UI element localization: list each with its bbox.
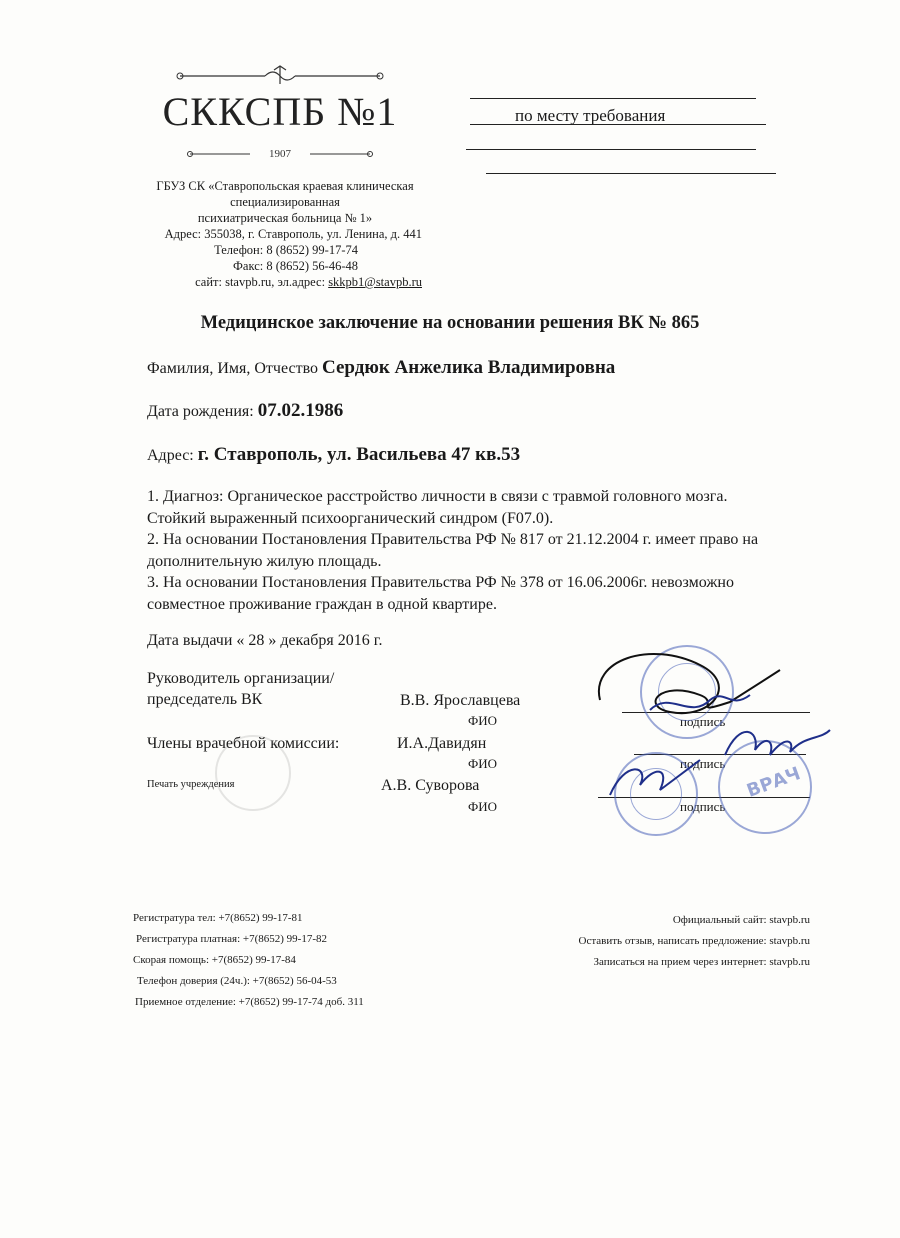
fio-label-1: ФИО — [468, 713, 498, 728]
addressee-underline — [470, 124, 766, 125]
issue-date: Дата выдачи « 28 » декабря 2016 г. — [147, 632, 383, 649]
sign-label-1: подпись — [680, 714, 726, 729]
patient-dob-row — [147, 400, 343, 422]
clause-2-line-2: дополнительную жилую площадь. — [147, 552, 382, 570]
member-2-name: А.В. Суворова — [381, 777, 480, 794]
diagnosis-line-1: 1. Диагноз: Органическое расстройство личности в связи с травмой головного мозга. — [147, 488, 728, 505]
organization-logo — [150, 62, 410, 172]
fio-label-3: ФИО — [468, 799, 498, 814]
patient-name-label: Фамилия, Имя, Отчество — [147, 360, 319, 377]
footer-reception: Приемное отделение: +7(8652) 99-17-74 доб. 311 — [135, 996, 364, 1008]
patient-address: г. Ставрополь, ул. Васильева 47 кв.53 — [197, 444, 521, 465]
org-fax: Факс: 8 (8652) 56-46-48 — [233, 259, 358, 273]
stamp-label: ВРАЧ — [744, 763, 804, 802]
org-address: Адрес: 355038, г. Ставрополь, ул. Ленина, д. 441 — [164, 227, 422, 241]
footer-appointment: Записаться на прием через интернет: stavpb.ru — [593, 956, 810, 968]
logo-year: 1907 — [269, 148, 291, 160]
patient-address-row — [147, 444, 520, 466]
org-name-line-3: психиатрическая больница № 1» — [197, 211, 373, 225]
members-label: Члены врачебной комиссии: — [147, 735, 340, 752]
org-name-line-2: специализированная — [230, 195, 340, 209]
sign-label-3: подпись — [680, 799, 726, 814]
seal-label: Печать учреждения — [147, 779, 235, 790]
head-label-1: Руководитель организации/ — [147, 670, 335, 687]
member-1-name: И.А.Давидян — [397, 735, 487, 752]
addressee-line-4 — [486, 173, 776, 174]
addressee-line-1 — [470, 98, 756, 99]
footer-web — [500, 910, 810, 973]
document-title: Медицинское заключение на основании решения ВК № 865 — [200, 313, 700, 333]
head-label-2: председатель ВК — [147, 691, 263, 708]
patient-name-row — [147, 357, 615, 379]
org-site — [120, 274, 450, 290]
organization-details — [120, 178, 450, 290]
footer-registry: Регистратура тел: +7(8652) 99-17-81 — [133, 912, 303, 924]
patient-dob: 07.02.1986 — [257, 400, 344, 421]
faded-seal — [215, 735, 291, 811]
handwritten-signatures — [590, 640, 840, 820]
org-name-line-1: ГБУЗ СК «Ставропольская краевая клиническая — [156, 179, 414, 193]
footer-paid-registry: Регистратура платная: +7(8652) 99-17-82 — [136, 933, 327, 945]
patient-dob-label: Дата рождения: — [147, 403, 254, 420]
footer-hotline: Телефон доверия (24ч.): +7(8652) 56-04-53 — [137, 975, 337, 987]
footer-contacts — [133, 908, 364, 1013]
footer-ambulance: Скорая помощь: +7(8652) 99-17-84 — [133, 954, 296, 966]
sign-label-2: подпись — [680, 756, 726, 771]
footer-feedback: Оставить отзыв, написать предложение: stavpb.ru — [578, 935, 810, 947]
head-name: В.В. Ярославцева — [400, 692, 521, 709]
org-email-link[interactable]: skkpb1@stavpb.ru — [328, 275, 422, 289]
conclusion-body — [147, 486, 867, 615]
patient-address-label: Адрес: — [147, 447, 194, 464]
footer-site: Официальный сайт: stavpb.ru — [672, 914, 810, 926]
org-site-text: сайт: stavpb.ru, эл.адрес: — [195, 275, 329, 289]
clause-3-line-2: совместное проживание граждан в одной квартире. — [147, 595, 497, 613]
fio-label-2: ФИО — [468, 756, 498, 771]
addressee-line-3 — [466, 149, 756, 150]
patient-name: Сердюк Анжелика Владимировна — [322, 357, 616, 378]
logo-title: СККСПБ №1 — [162, 89, 398, 134]
clause-3-line-1: 3. На основании Постановления Правительства РФ № 378 от 16.06.2006г. невозможно — [147, 574, 734, 591]
org-phone: Телефон: 8 (8652) 99-17-74 — [214, 243, 358, 257]
addressee: по месту требования — [515, 106, 666, 125]
clause-2-line-1: 2. На основании Постановления Правительства РФ № 817 от 21.12.2004 г. имеет право на — [147, 531, 759, 548]
diagnosis-line-2: Стойкий выраженный психоорганический синдром (F07.0). — [147, 509, 554, 527]
